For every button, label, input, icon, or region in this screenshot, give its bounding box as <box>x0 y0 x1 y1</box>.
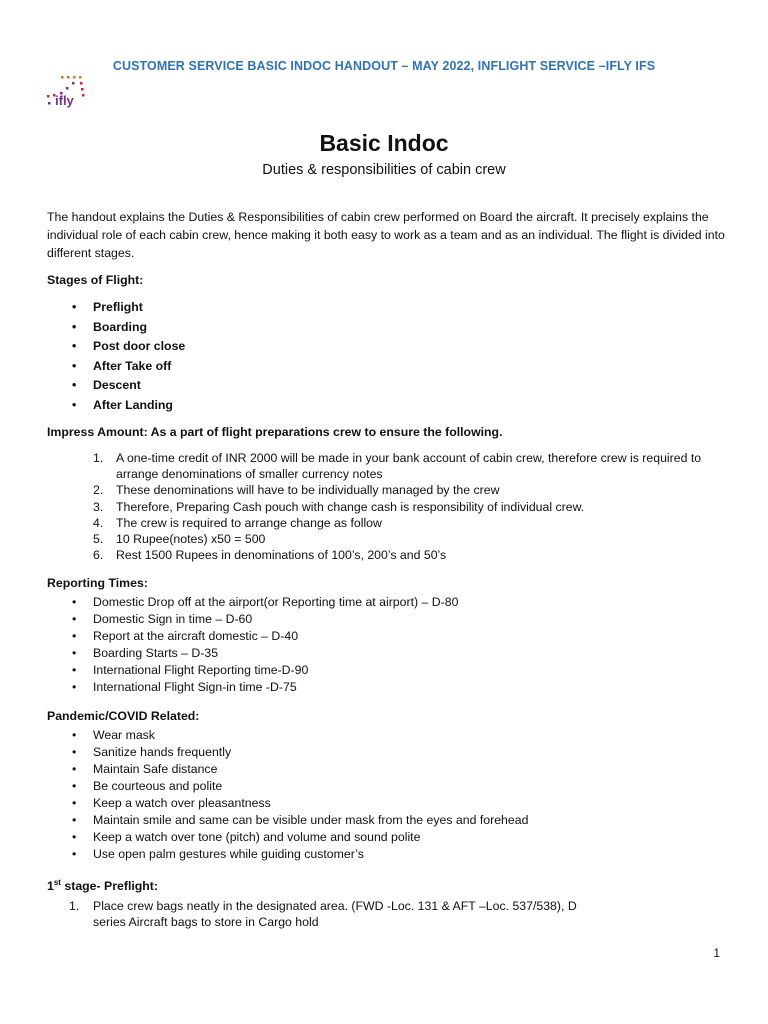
list-item: • After Take off <box>72 358 172 373</box>
list-item: 5. 10 Rupee(notes) x50 = 500 <box>93 532 266 547</box>
list-item: 6. Rest 1500 Rupees in denominations of 100’s, 200’s and 50’s <box>93 548 447 563</box>
logo-text: ifly <box>55 93 74 108</box>
list-item: • Wear mask <box>72 728 155 743</box>
list-item: • Sanitize hands frequently <box>72 745 232 760</box>
list-item: • Keep a watch over pleasantness <box>72 796 271 811</box>
list-item: • Boarding Starts – D-35 <box>72 646 219 661</box>
list-item: • Be courteous and polite <box>72 779 223 794</box>
preflight-heading: 1st stage- Preflight: <box>47 878 158 894</box>
intro-paragraph: The handout explains the Duties & Responsibilities of cabin crew performed on Board the aircraft. It precisely explains the individual role of each cabin crew, hence making it both easy to work as a team and as an individual. The flight is divided into different stages. <box>47 210 725 260</box>
list-item: • After Landing <box>72 397 173 412</box>
stages-heading: Stages of Flight: <box>47 273 144 287</box>
page-number: 1 <box>713 946 720 960</box>
list-item: • International Flight Sign-in time -D-75 <box>72 680 297 695</box>
covid-heading: Pandemic/COVID Related: <box>47 709 200 724</box>
list-item: 4. The crew is required to arrange change as follow <box>93 515 382 530</box>
document-body <box>47 208 727 941</box>
list-item: • Maintain smile and same can be visible under mask from the eyes and forehead <box>72 813 529 828</box>
reporting-heading: Reporting Times: <box>47 576 148 591</box>
document-subtitle: Duties & responsibilities of cabin crew <box>262 162 506 178</box>
list-item: 3. Therefore, Preparing Cash pouch with change cash is responsibility of individual crew. <box>93 499 585 514</box>
preflight-list <box>47 898 727 930</box>
document-title: Basic Indoc <box>319 130 449 156</box>
list-item: • Domestic Sign in time – D-60 <box>72 612 253 627</box>
list-item: 2. These denominations will have to be individually managed by the crew <box>93 483 500 498</box>
list-item: • Keep a watch over tone (pitch) and volume and sound polite <box>72 830 421 845</box>
reporting-list <box>47 594 727 696</box>
list-item: • Boarding <box>72 319 147 334</box>
list-item: • Report at the aircraft domestic – D-40 <box>72 629 299 644</box>
covid-list <box>47 727 727 863</box>
list-item: 1. Place crew bags neatly in the designated area. (FWD -Loc. 131 & AFT –Loc. 537/538), D series Aircraft bags to store in Cargo hold <box>69 898 577 929</box>
impress-list <box>47 450 727 563</box>
impress-heading: Impress Amount: As a part of flight preparations crew to ensure the following. <box>47 425 503 439</box>
list-item: • Domestic Drop off at the airport(or Reporting time at airport) – D-80 <box>72 595 459 610</box>
stages-list <box>47 298 727 415</box>
list-item: • International Flight Reporting time-D-90 <box>72 663 309 678</box>
list-item: • Post door close <box>72 339 186 353</box>
list-item: 1. A one-time credit of INR 2000 will be made in your bank account of cabin crew, therefore crew is required to arrange denominations of smaller currency notes <box>93 451 702 482</box>
list-item: • Use open palm gestures while guiding customer’s <box>72 847 364 862</box>
list-item: • Preflight <box>72 300 143 314</box>
list-item: • Descent <box>72 378 141 392</box>
list-item: • Maintain Safe distance <box>72 762 218 777</box>
running-header: CUSTOMER SERVICE BASIC INDOC HANDOUT – MAY 2022, INFLIGHT SERVICE –IFLY IFS <box>112 59 656 73</box>
